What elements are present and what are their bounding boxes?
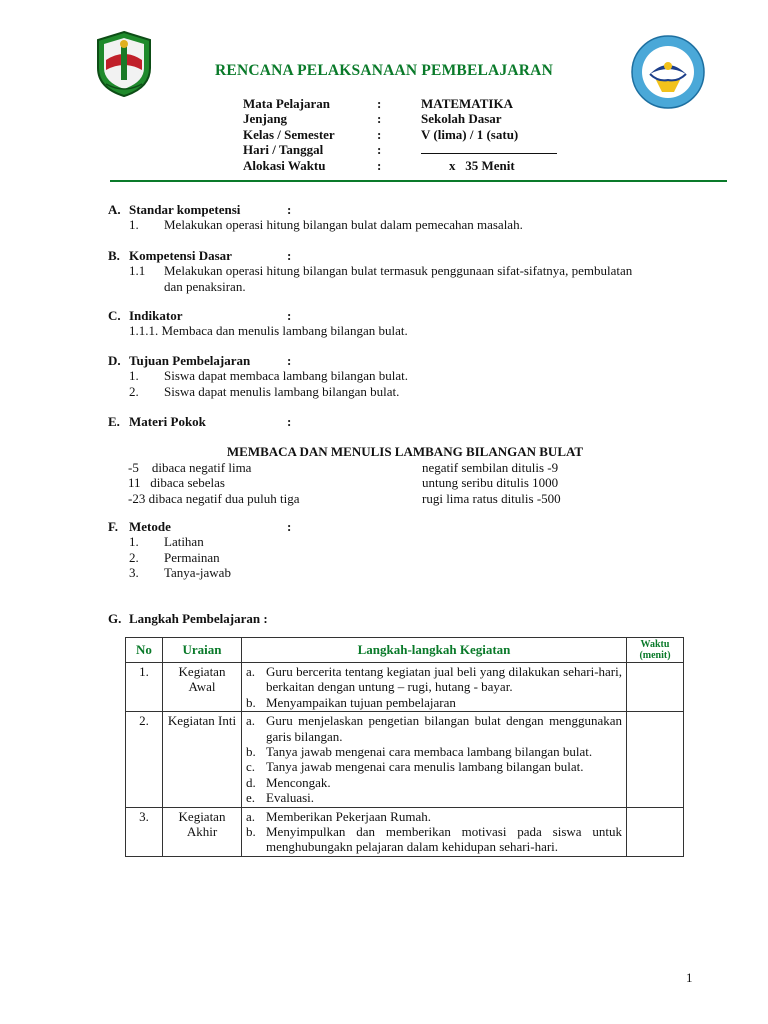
section-tujuan-pembelajaran: D. Tujuan Pembelajaran : 1. Siswa dapat membaca lambang bilangan bulat. 2. Siswa dapat menulis lambang bilangan bulat. xyxy=(108,353,409,399)
step-item: c. Tanya jawab mengenai cara menulis lambang bilangan bulat. xyxy=(246,759,584,775)
table-header-row xyxy=(126,638,684,663)
step-item: d. Mencongak. xyxy=(246,774,331,790)
section-langkah-pembelajaran: G. Langkah Pembelajaran : xyxy=(108,611,268,626)
step-item: b. Menyimpulkan dan memberikan motivasi pada siswa untuk menghubungakn pelajaran dalam kehidupan sehari-hari. xyxy=(246,824,622,855)
waktu-cell xyxy=(627,807,684,856)
header-fields xyxy=(243,96,629,173)
table-row: 3. Kegiatan Akhir a. Memberikan Pekerjaan Rumah. b. Menyimpulkan dan memberikan motivasi pada siswa untuk menghubungakn pelajaran dalam kehidupan sehari-hari. xyxy=(126,807,684,856)
step-item: b. Menyampaikan tujuan pembelajaran xyxy=(246,694,456,710)
field-jenjang: Jenjang : Sekolah Dasar xyxy=(243,111,502,127)
header-divider xyxy=(110,180,727,182)
step-item: a. Guru menjelaskan pengetian bilangan bulat dengan menggunakan garis bilangan. xyxy=(246,713,622,744)
header-no: No xyxy=(126,638,163,663)
section-materi-pokok: E. Materi Pokok : xyxy=(108,414,292,429)
field-mata-pelajaran: Mata Pelajaran : MATEMATIKA xyxy=(243,96,513,111)
field-kelas-semester: Kelas / Semester : V (lima) / 1 (satu) xyxy=(243,126,519,142)
section-standar-kompetensi: A. Standar kompetensi : 1. Melakukan operasi hitung bilangan bulat dalam pemecahan masalah. xyxy=(108,202,523,233)
step-item: a. Guru bercerita tentang kegiatan jual beli yang dilakukan sehari-hari, berkaitan dengan untung – rugi, hutang - bayar. xyxy=(246,664,622,695)
header-waktu: Waktu (menit) xyxy=(627,638,684,663)
section-metode: F. Metode : 1. Latihan 2. Permainan 3. Tanya-jawab xyxy=(108,519,292,581)
step-item: a. Memberikan Pekerjaan Rumah. xyxy=(246,808,431,824)
table-row: 2. Kegiatan Inti a. Guru menjelaskan pengetian bilangan bulat dengan menggunakan garis bilangan. b. Tanya jawab mengenai cara membaca lambang bilangan bulat. c. Tanya jawab mengenai cara menulis lambang bilangan bulat. d. Mencongak. e. Evaluasi. xyxy=(126,712,684,807)
waktu-cell xyxy=(627,712,684,807)
step-item: e. Evaluasi. xyxy=(246,790,315,806)
field-hari-tanggal: Hari / Tanggal : xyxy=(243,142,629,157)
materi-title: MEMBACA DAN MENULIS LAMBANG BILANGAN BULAT xyxy=(226,444,584,459)
page-number: 1 xyxy=(686,970,693,985)
header-langkah: Langkah-langkah Kegiatan xyxy=(242,638,627,663)
date-blank-line xyxy=(421,142,557,154)
waktu-cell xyxy=(627,663,684,712)
step-item: b. Tanya jawab mengenai cara membaca lambang bilangan bulat. xyxy=(246,744,593,760)
header-uraian: Uraian xyxy=(163,638,242,663)
section-indikator: C. Indikator : 1.1.1. Membaca dan menulis lambang bilangan bulat. xyxy=(108,308,408,339)
materi-row: -23 dibaca negatif dua puluh tiga rugi lima ratus ditulis -500 xyxy=(128,490,561,506)
steps-table xyxy=(125,637,684,857)
field-alokasi-waktu: Alokasi Waktu : x 35 Menit xyxy=(243,157,515,173)
table-row: 1. Kegiatan Awal a. Guru bercerita tentang kegiatan jual beli yang dilakukan sehari-hari, berkaitan dengan untung – rugi, hutang - bayar. b. Menyampaikan tujuan pembelajaran xyxy=(126,663,684,712)
section-kompetensi-dasar: B. Kompetensi Dasar : 1.1 Melakukan operasi hitung bilangan bulat termasuk penggunaan sifat-sifatnya, pembulatan dan penaksiran. xyxy=(108,248,633,294)
materi-row: -5 dibaca negatif lima negatif sembilan ditulis -9 xyxy=(128,460,559,475)
materi-rows xyxy=(128,460,561,506)
document-title: RENCANA PELAKSANAAN PEMBELAJARAN xyxy=(215,62,553,79)
materi-row: 11 dibaca sebelas untung seribu ditulis 1000 xyxy=(128,475,559,491)
